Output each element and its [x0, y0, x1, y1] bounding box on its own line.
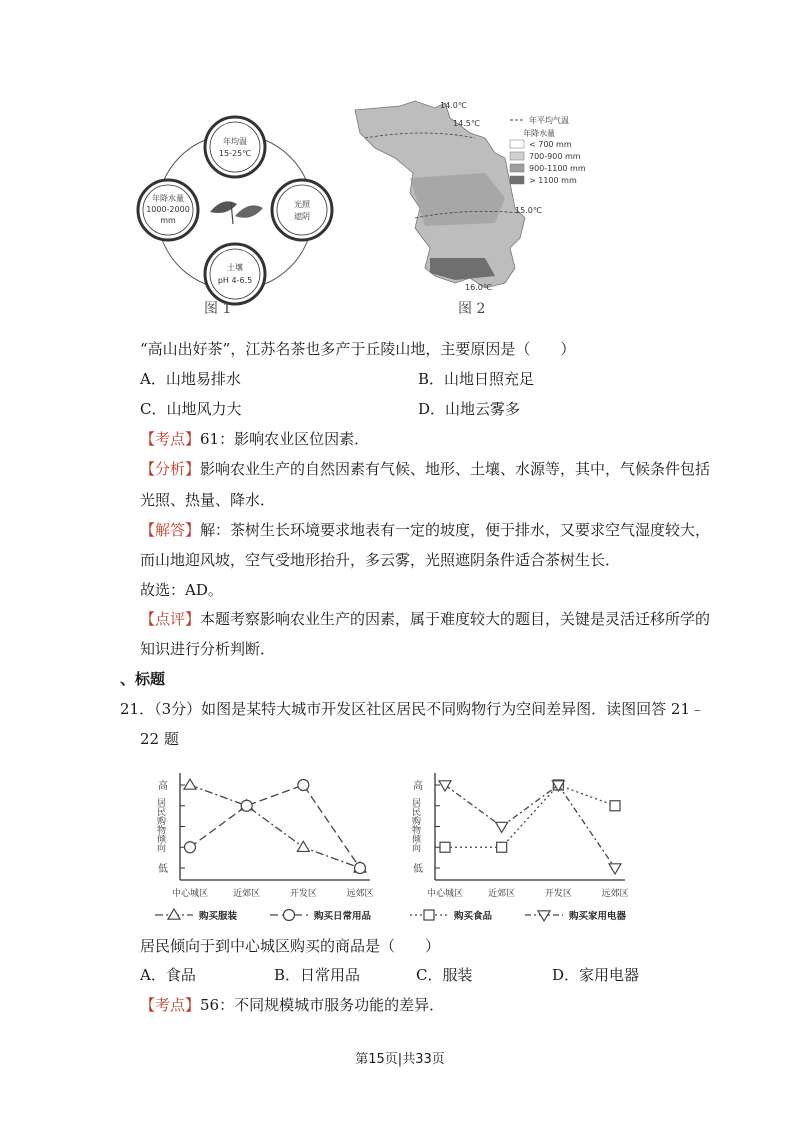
svg-text:> 1100 mm: > 1100 mm [529, 176, 577, 185]
legend-label: 购买家用电器 [569, 911, 627, 922]
category-label: 开发区 [289, 889, 317, 899]
data-point [298, 780, 309, 791]
data-point [297, 841, 309, 851]
jieda-tag: 【解答】 [140, 521, 201, 539]
q21-question: 居民倾向于到中心城区购买的商品是（ ） [140, 937, 441, 955]
chart-legend [155, 909, 372, 922]
legend-label: 购买食品 [454, 911, 493, 922]
data-point [440, 842, 450, 852]
legend-marker [538, 911, 550, 921]
kaodian-tag-2: 【考点】 [140, 996, 201, 1014]
q21-stem-cont: 22 题 [140, 730, 179, 748]
q20-fenxi: 【分析】影响农业生产的自然因素有气候、地形、土壤、水源等，其中，气候条件包括 [140, 460, 711, 478]
q20-dianping: 【点评】本题考察影响农业生产的因素，属于难度较大的题目，关键是灵活迁移所学的 [140, 610, 711, 628]
fig1-temp-label-1: 年均温 [223, 137, 247, 146]
category-label: 开发区 [544, 889, 572, 899]
series-triangle [184, 779, 366, 872]
y-label-low: 低 [413, 864, 423, 875]
legend-label: 购买服装 [199, 911, 238, 922]
figure-1 [135, 112, 335, 312]
tea-leaf-icon [210, 201, 263, 224]
fenxi-tag: 【分析】 [140, 460, 201, 478]
q20-dianping-cont: 知识进行分析判断． [140, 640, 276, 658]
svg-text:700-900 mm: 700-900 mm [529, 152, 581, 161]
svg-text:年降水量: 年降水量 [152, 194, 184, 203]
svg-text:900-1100 mm: 900-1100 mm [529, 164, 586, 173]
data-point [184, 779, 196, 789]
q21-option-c: C．服装 [416, 966, 473, 984]
fig2-caption: 图 2 [458, 301, 486, 317]
data-point [496, 822, 508, 832]
svg-text:土壤: 土壤 [227, 263, 243, 272]
temp-label-1: 14.0℃ [440, 101, 467, 110]
data-point [610, 801, 620, 811]
q20-fenxi-cont: 光照、热量、降水． [140, 491, 276, 509]
category-label: 中心城区 [426, 889, 464, 899]
q20-option-c: C．山地风力大 [140, 400, 242, 418]
data-point [185, 842, 196, 853]
legend-marker [284, 910, 295, 921]
fig1-temp-label-2: 15-25℃ [218, 149, 252, 158]
chart-legend [410, 910, 627, 922]
figure-2 [345, 98, 595, 298]
svg-text:pH 4-6.5: pH 4-6.5 [217, 276, 253, 285]
circle-light [272, 180, 332, 240]
data-point [609, 864, 621, 874]
q21-stem: 21．（3分）如图是某特大城市开发区社区居民不同购物行为空间差异图．读图回答 21﹣ [120, 700, 705, 718]
q20-jieda-cont: 而山地迎风坡，空气受地形抬升，多云雾，光照遮阴条件适合茶树生长． [140, 551, 621, 569]
series-line [445, 785, 615, 847]
category-label: 中心城区 [171, 889, 209, 899]
q20-kaodian: 【考点】61：影响农业区位因素． [140, 430, 370, 448]
q20-answer: 故选：AD。 [140, 581, 223, 599]
q20-stem: “高山出好茶”，江苏名茶也多产于丘陵山地，主要原因是（ ） [140, 340, 576, 358]
q21-option-d: D．家用电器 [552, 966, 640, 984]
q20-option-a: A．山地易排水 [140, 370, 241, 388]
svg-text:mm: mm [160, 216, 176, 225]
series-line [190, 785, 360, 868]
chart-left [140, 755, 380, 925]
page-footer: 第15页|共33页 [355, 1052, 445, 1067]
legend-marker [424, 910, 434, 920]
data-point [241, 800, 252, 811]
data-point [355, 863, 366, 874]
svg-text:光照: 光照 [294, 200, 310, 209]
section-title: 、标题 [120, 670, 166, 688]
y-label-low: 低 [158, 864, 168, 875]
svg-text:年降水量: 年降水量 [523, 129, 555, 138]
chart-right [395, 755, 635, 925]
q21-option-b: B．日常用品 [274, 966, 361, 984]
svg-text:14.5℃: 14.5℃ [453, 119, 480, 128]
svg-text:15.0℃: 15.0℃ [515, 206, 542, 215]
category-label: 远郊区 [601, 889, 629, 899]
fig1-caption: 图 1 [204, 301, 232, 317]
q21-kaodian: 【考点】56：不同规模城市服务功能的差异． [140, 996, 445, 1014]
kaodian-tag: 【考点】 [140, 430, 201, 448]
svg-text:< 700 mm: < 700 mm [529, 140, 572, 149]
circle-soil [205, 244, 265, 304]
y-axis-title: 居民购物倾向 [155, 798, 165, 852]
category-label: 远郊区 [346, 889, 374, 899]
dianping-tag: 【点评】 [140, 610, 201, 628]
data-point [497, 842, 507, 852]
svg-text:年平均气温: 年平均气温 [529, 116, 569, 125]
y-axis-title: 居民购物倾向 [410, 798, 420, 852]
data-point [439, 781, 451, 791]
series-line [445, 785, 615, 868]
legend-label: 购买日常用品 [314, 911, 372, 922]
y-label-high: 高 [413, 781, 423, 792]
svg-text:1000-2000: 1000-2000 [146, 205, 190, 214]
q20-option-d: D．山地云雾多 [418, 400, 521, 418]
y-label-high: 高 [158, 781, 168, 792]
q20-option-b: B．山地日照充足 [418, 370, 535, 388]
series-line [190, 785, 360, 868]
svg-text:遮阴: 遮阴 [294, 212, 310, 221]
circle-temperature [205, 117, 265, 177]
q20-jieda: 【解答】解：茶树生长环境要求地表有一定的坡度，便于排水，又要求空气湿度较大， [140, 521, 711, 539]
category-label: 近郊区 [488, 889, 516, 899]
series-inverted-triangle [439, 781, 621, 874]
svg-text:16.0℃: 16.0℃ [465, 283, 492, 292]
series-square [440, 780, 620, 852]
map-legend [510, 115, 586, 185]
q21-option-a: A．食品 [140, 966, 196, 984]
category-label: 近郊区 [233, 889, 261, 899]
legend-marker [168, 909, 180, 919]
circle-precipitation [138, 180, 198, 240]
